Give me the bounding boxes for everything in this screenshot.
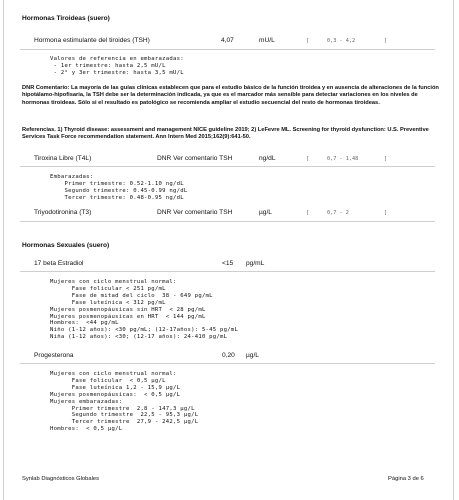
test-unit-estradiol: pg/mL: [246, 260, 265, 267]
references-paragraph: Referencias. 1) Thyroid disease: assessment and management NICE guideline 2019; 2) LeFevre ML. Screening for thyroid dysfunction: U.S. Preventive Services Task Force recommendation statement. Ann Intern Med 2015;162(9):641-50.: [22, 127, 429, 141]
ref-range-t3: 0,7 - 2: [327, 210, 349, 216]
row-divider: [20, 363, 435, 364]
progesterone-reference-notes: Mujeres con ciclo menstrual normal: Fase folicular < 0,5 µg/L Fase luteínica 1,2 - 15,9 µg/L Mujeres posmenopáusicas: < 0,5 µg/L Mujeres embarazadas: Primer trimestre 2,8 - 147,3 µg/L Segundo trimestre 22,5 - 95,3 µg/L Tercer trimestre 27,9 - 242,5 µg/L Hombres: < 0,5 µg/L: [50, 371, 199, 433]
test-value-t3: DNR Ver comentario TSH: [157, 209, 233, 216]
ref-bracket-open: [: [306, 210, 310, 216]
ref-bracket-close: ]: [384, 156, 388, 162]
test-unit-t3: µg/L: [259, 209, 272, 216]
ref-bracket-open: [: [306, 156, 310, 162]
footer-lab-name: Synlab Diagnósticos Globales: [22, 476, 100, 482]
test-unit-tsh: mU/L: [259, 37, 275, 44]
t4l-reference-notes: Embarazadas: Primer trimestre: 0.52-1.10 ng/dL Segundo trimestre: 0.45-0.99 ng/dL Tercer trimestre: 0.48-0.95 ng/dL: [50, 174, 188, 201]
section-title-thyroid: Hormonas Tiroideas (suero): [22, 15, 110, 22]
test-name-t4l: Tiroxina Libre (T4L): [34, 155, 92, 162]
test-value-progesterone: 0,20: [222, 352, 235, 359]
estradiol-reference-notes: Mujeres con ciclo menstrual normal: Fase folicular < 251 pg/mL Fase de mitad del ciclo 38 - 649 pg/mL Fase luteínica < 312 pg/mL Mujeres posmenopáusicas sin HRT < 28 pg/mL Mujeres posmenopáusicas en HRT < 144 pg/mL Hombres: <44 pg/mL Niño (1-12 años): <30 pg/mL; (12-17años): 5-45 pg/mL Niña (1-12 años): <30; (12-17 años): 24-410 pg/mL: [50, 279, 239, 341]
test-unit-progesterone: µg/L: [246, 352, 259, 359]
footer-page-number: Página 3 de 6: [388, 476, 424, 482]
ref-bracket-open: [: [306, 38, 310, 44]
dnr-comment: DNR Comentario: La mayoría de las guías clínicas establecen que para el estudio básico de la función tiroidea y en ausencia de alteraciones de la función hipotálamo-hipofisaria, la TSH debe ser la determinación indicada, ya que es el marcador más sensible para detectar variaciones en los niveles de hormonas tiroideas. Sólo si el resultado es patológico se recomienda ampliar el estudio secuencial del resto de hormonas tiroideas.: [22, 85, 439, 106]
section-title-sexual: Hormonas Sexuales (suero): [22, 242, 110, 249]
test-name-t3: Triyodotironina (T3): [34, 209, 92, 216]
test-name-estradiol: 17 beta Estradiol: [34, 260, 84, 267]
ref-range-tsh: 0,3 - 4,2: [327, 38, 356, 44]
row-divider: [20, 221, 435, 222]
ref-bracket-close: ]: [384, 210, 388, 216]
test-value-estradiol: <15: [222, 260, 234, 267]
tsh-reference-notes: Valores de referencia en embarazadas: - 1er trimestre: hasta 2,5 mU/L - 2° y 3er trimestre: hasta 3,5 mU/L: [50, 56, 184, 76]
test-name-progesterone: Progesterona: [34, 352, 74, 359]
test-value-t4l: DNR Ver comentario TSH: [157, 155, 233, 162]
test-value-tsh: 4,07: [221, 37, 234, 44]
ref-range-t4l: 0,7 - 1,48: [327, 156, 359, 162]
page-border-right: [453, 0, 454, 500]
test-unit-t4l: ng/dL: [259, 155, 276, 162]
row-divider: [20, 166, 435, 167]
test-name-tsh: Hormona estimulante del tiroides (TSH): [34, 37, 150, 44]
row-divider: [20, 271, 435, 272]
page-border-left: [3, 0, 4, 500]
row-divider: [20, 49, 435, 50]
ref-bracket-close: ]: [384, 38, 388, 44]
